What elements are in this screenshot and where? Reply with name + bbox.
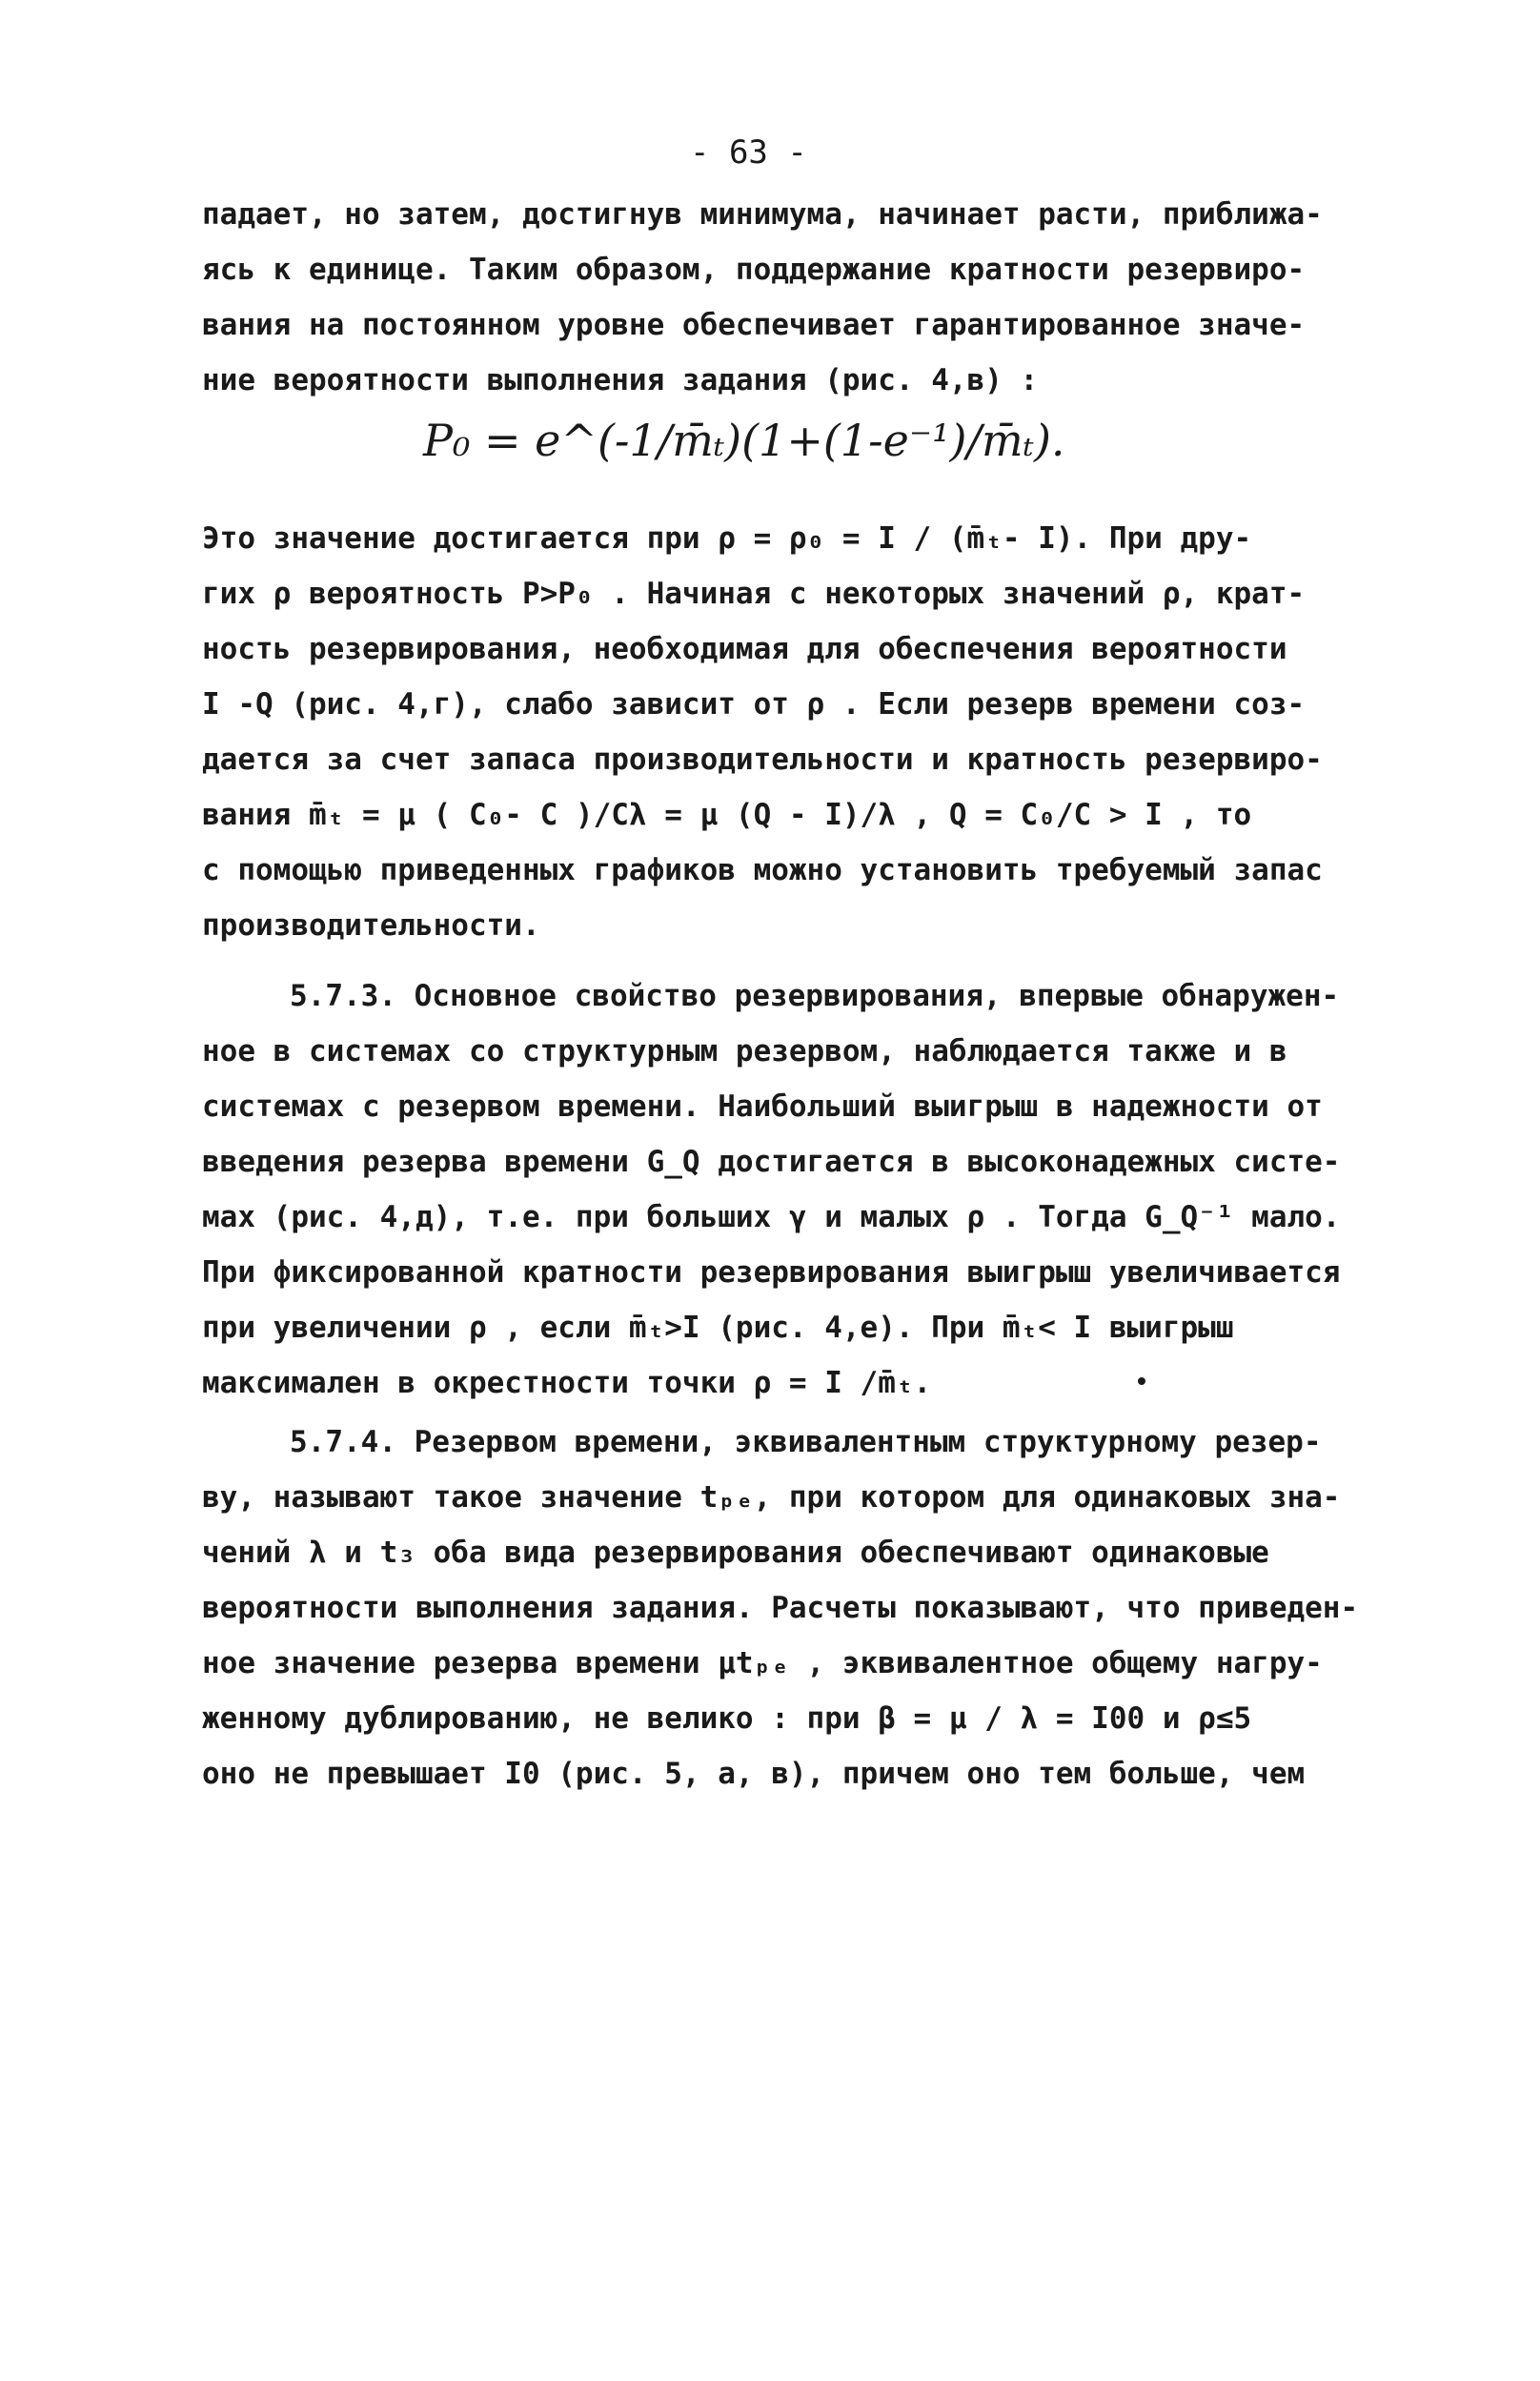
text-line: мах (рис. 4,д), т.е. при больших γ и малых ρ . Тогда G_Q⁻¹ мало. [202, 1200, 1341, 1234]
text-line: падает, но затем, достигнув минимума, начинает расти, приближа- [202, 197, 1323, 232]
text-line: ность резервирования, необходимая для обеспечения вероятности [202, 632, 1287, 666]
text-line: дается за счет запаса производительности и кратность резервиро- [202, 743, 1323, 777]
text-line: вероятности выполнения задания. Расчеты показывают, что приведен- [202, 1591, 1359, 1625]
text-line: с помощью приведенных графиков можно установить требуемый запас [202, 853, 1323, 887]
text-line: при увеличении ρ , если m̄ₜ>I (рис. 4,е). При m̄ₜ< I выигрыш [202, 1311, 1234, 1345]
text-line: чений λ и t₃ оба вида резервирования обеспечивают одинаковые [202, 1536, 1269, 1570]
probability-formula: P₀ = e^(-1/m̄ₜ)(1+(1-e⁻¹)/m̄ₜ). [423, 415, 1065, 466]
text-line: вания m̄ₜ = μ ( C₀- C )/Cλ = μ (Q - I)/λ , Q = C₀/C > I , то [202, 798, 1252, 832]
text-line: ние вероятности выполнения задания (рис. 4,в) : [202, 363, 1039, 397]
text-line: производительности. [202, 908, 540, 943]
text-line: ное значение резерва времени μtₚₑ , эквивалентное общему нагру- [202, 1646, 1323, 1680]
text-line: ву, называют такое значение tₚₑ, при котором для одинаковых зна- [202, 1480, 1341, 1515]
text-line: оно не превышает I0 (рис. 5, а, в), причем оно тем больше, чем [202, 1757, 1306, 1791]
text-line: максимален в окрестности точки ρ = I /m̄ₜ. [202, 1366, 932, 1400]
text-line: женному дублированию, не велико : при β = μ / λ = I00 и ρ≤5 [202, 1701, 1252, 1736]
text-line: введения резерва времени G_Q достигается в высоконадежных систе- [202, 1145, 1341, 1179]
text-line: системах с резервом времени. Наибольший выигрыш в надежности от [202, 1089, 1323, 1124]
text-line: вания на постоянном уровне обеспечивает гарантированное значе- [202, 308, 1306, 342]
text-line: ное в системах со структурным резервом, наблюдается также и в [202, 1034, 1287, 1068]
text-line: При фиксированной кратности резервирования выигрыш увеличивается [202, 1255, 1341, 1290]
text-line: I -Q (рис. 4,г), слабо зависит от ρ . Если резерв времени соз- [202, 687, 1306, 722]
text-line: Это значение достигается при ρ = ρ₀ = I / (m̄ₜ- I). При дру- [202, 521, 1252, 556]
page-number: - 63 - [690, 133, 807, 172]
text-line: 5.7.4. Резервом времени, эквивалентным структурному резер- [290, 1425, 1322, 1459]
stray-dot [1138, 1377, 1145, 1385]
text-line: ясь к единице. Таким образом, поддержание кратности резервиро- [202, 253, 1306, 287]
text-line: 5.7.3. Основное свойство резервирования, впервые обнаружен- [290, 979, 1340, 1013]
text-line: гих ρ вероятность P>P₀ . Начиная с некоторых значений ρ, крат- [202, 577, 1306, 611]
